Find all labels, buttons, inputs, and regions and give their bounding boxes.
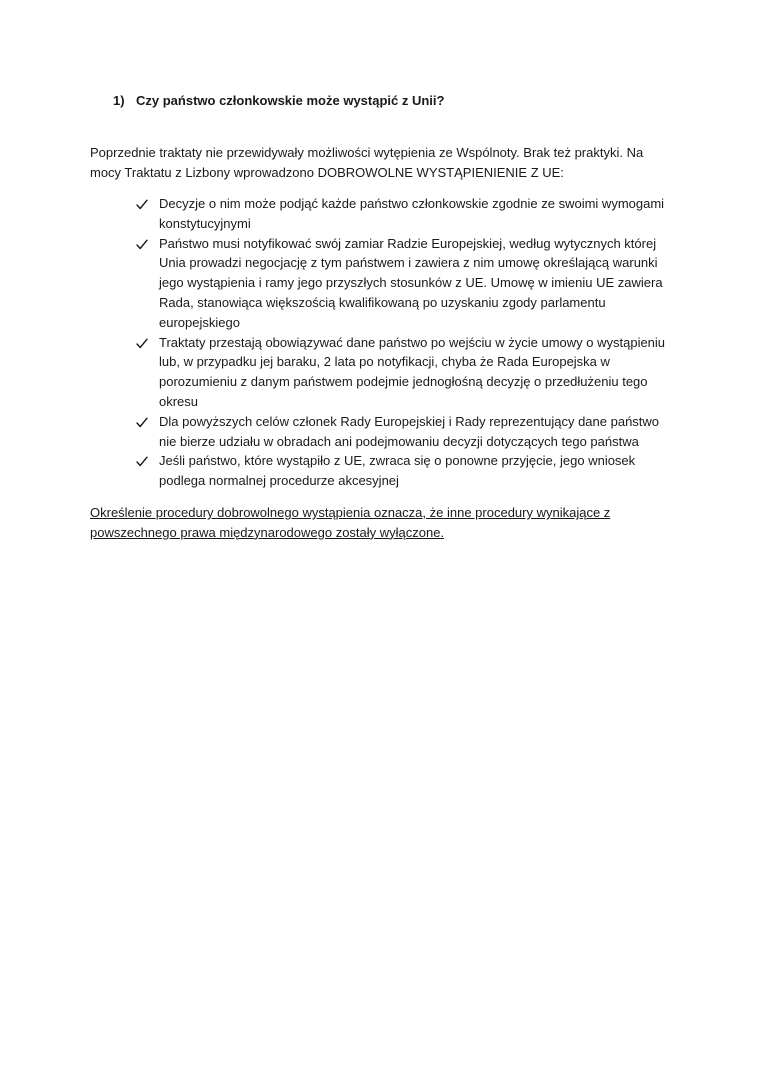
heading-text: Czy państwo członkowskie może wystąpić z Unii?	[136, 93, 445, 108]
intro-line-1: Poprzednie traktaty nie przewidywały możliwości wytępienia ze Wspólnoty. Brak też praktyki. Na	[90, 145, 644, 160]
list-item	[136, 451, 676, 491]
checkmark-icon	[136, 194, 150, 214]
checkmark-icon	[136, 234, 150, 254]
heading-number: 1)	[113, 93, 125, 108]
list-item-text: Jeśli państwo, które wystąpiło z UE, zwraca się o ponowne przyjęcie, jego wniosek podlega normalnej procedurze akcesyjnej	[159, 453, 636, 489]
list-item	[136, 234, 676, 333]
checklist	[136, 194, 676, 491]
checkmark-icon	[136, 333, 150, 353]
intro-paragraph	[90, 143, 680, 182]
list-item	[136, 333, 676, 412]
intro-line-2: mocy Traktatu z Lizbony wprowadzono DOBROWOLNE WYSTĄPIENIENIE Z UE:	[90, 164, 564, 180]
list-item	[136, 194, 676, 234]
list-item	[136, 412, 676, 452]
list-item-text: Traktaty przestają obowiązywać dane państwo po wejściu w życie umowy o wystąpieniu lub, w przypadku jej baraku, 2 lata po notyfikacji, chyba że Rada Europejska w porozumieniu z danym państwem podejmie jednogłośną decyzję o przedłużeniu tego okresu	[159, 334, 666, 409]
list-item-text: Dla powyższych celów członek Rady Europejskiej i Rady reprezentujący dane państwo nie bierze udziału w obradach ani podejmowaniu decyzji dotyczących tego państwa	[159, 413, 660, 449]
list-item-text: Państwo musi notyfikować swój zamiar Radzie Europejskiej, według wytycznych której Unia prowadzi negocjację z tym państwem i zawiera z nim umowę określającą warunki jego wystąpienia i ramy jego przyszłych stosunków z UE. Umowę w imieniu UE zawiera Rada, stanowiąca większością kwalifikowaną po uzyskaniu zgody parlamentu europejskiego	[159, 235, 663, 330]
list-item-text: Decyzje o nim może podjąć każde państwo członkowskie zgodnie ze swoimi wymogami konstytucyjnymi	[159, 196, 665, 231]
checkmark-icon	[136, 412, 150, 432]
conclusion-paragraph: Określenie procedury dobrowolnego wystąpienia oznacza, że inne procedury wynikające z powszechnego prawa międzynarodowego zostały wyłączone.	[90, 505, 611, 540]
question-heading	[113, 92, 444, 110]
checkmark-icon	[136, 451, 150, 471]
